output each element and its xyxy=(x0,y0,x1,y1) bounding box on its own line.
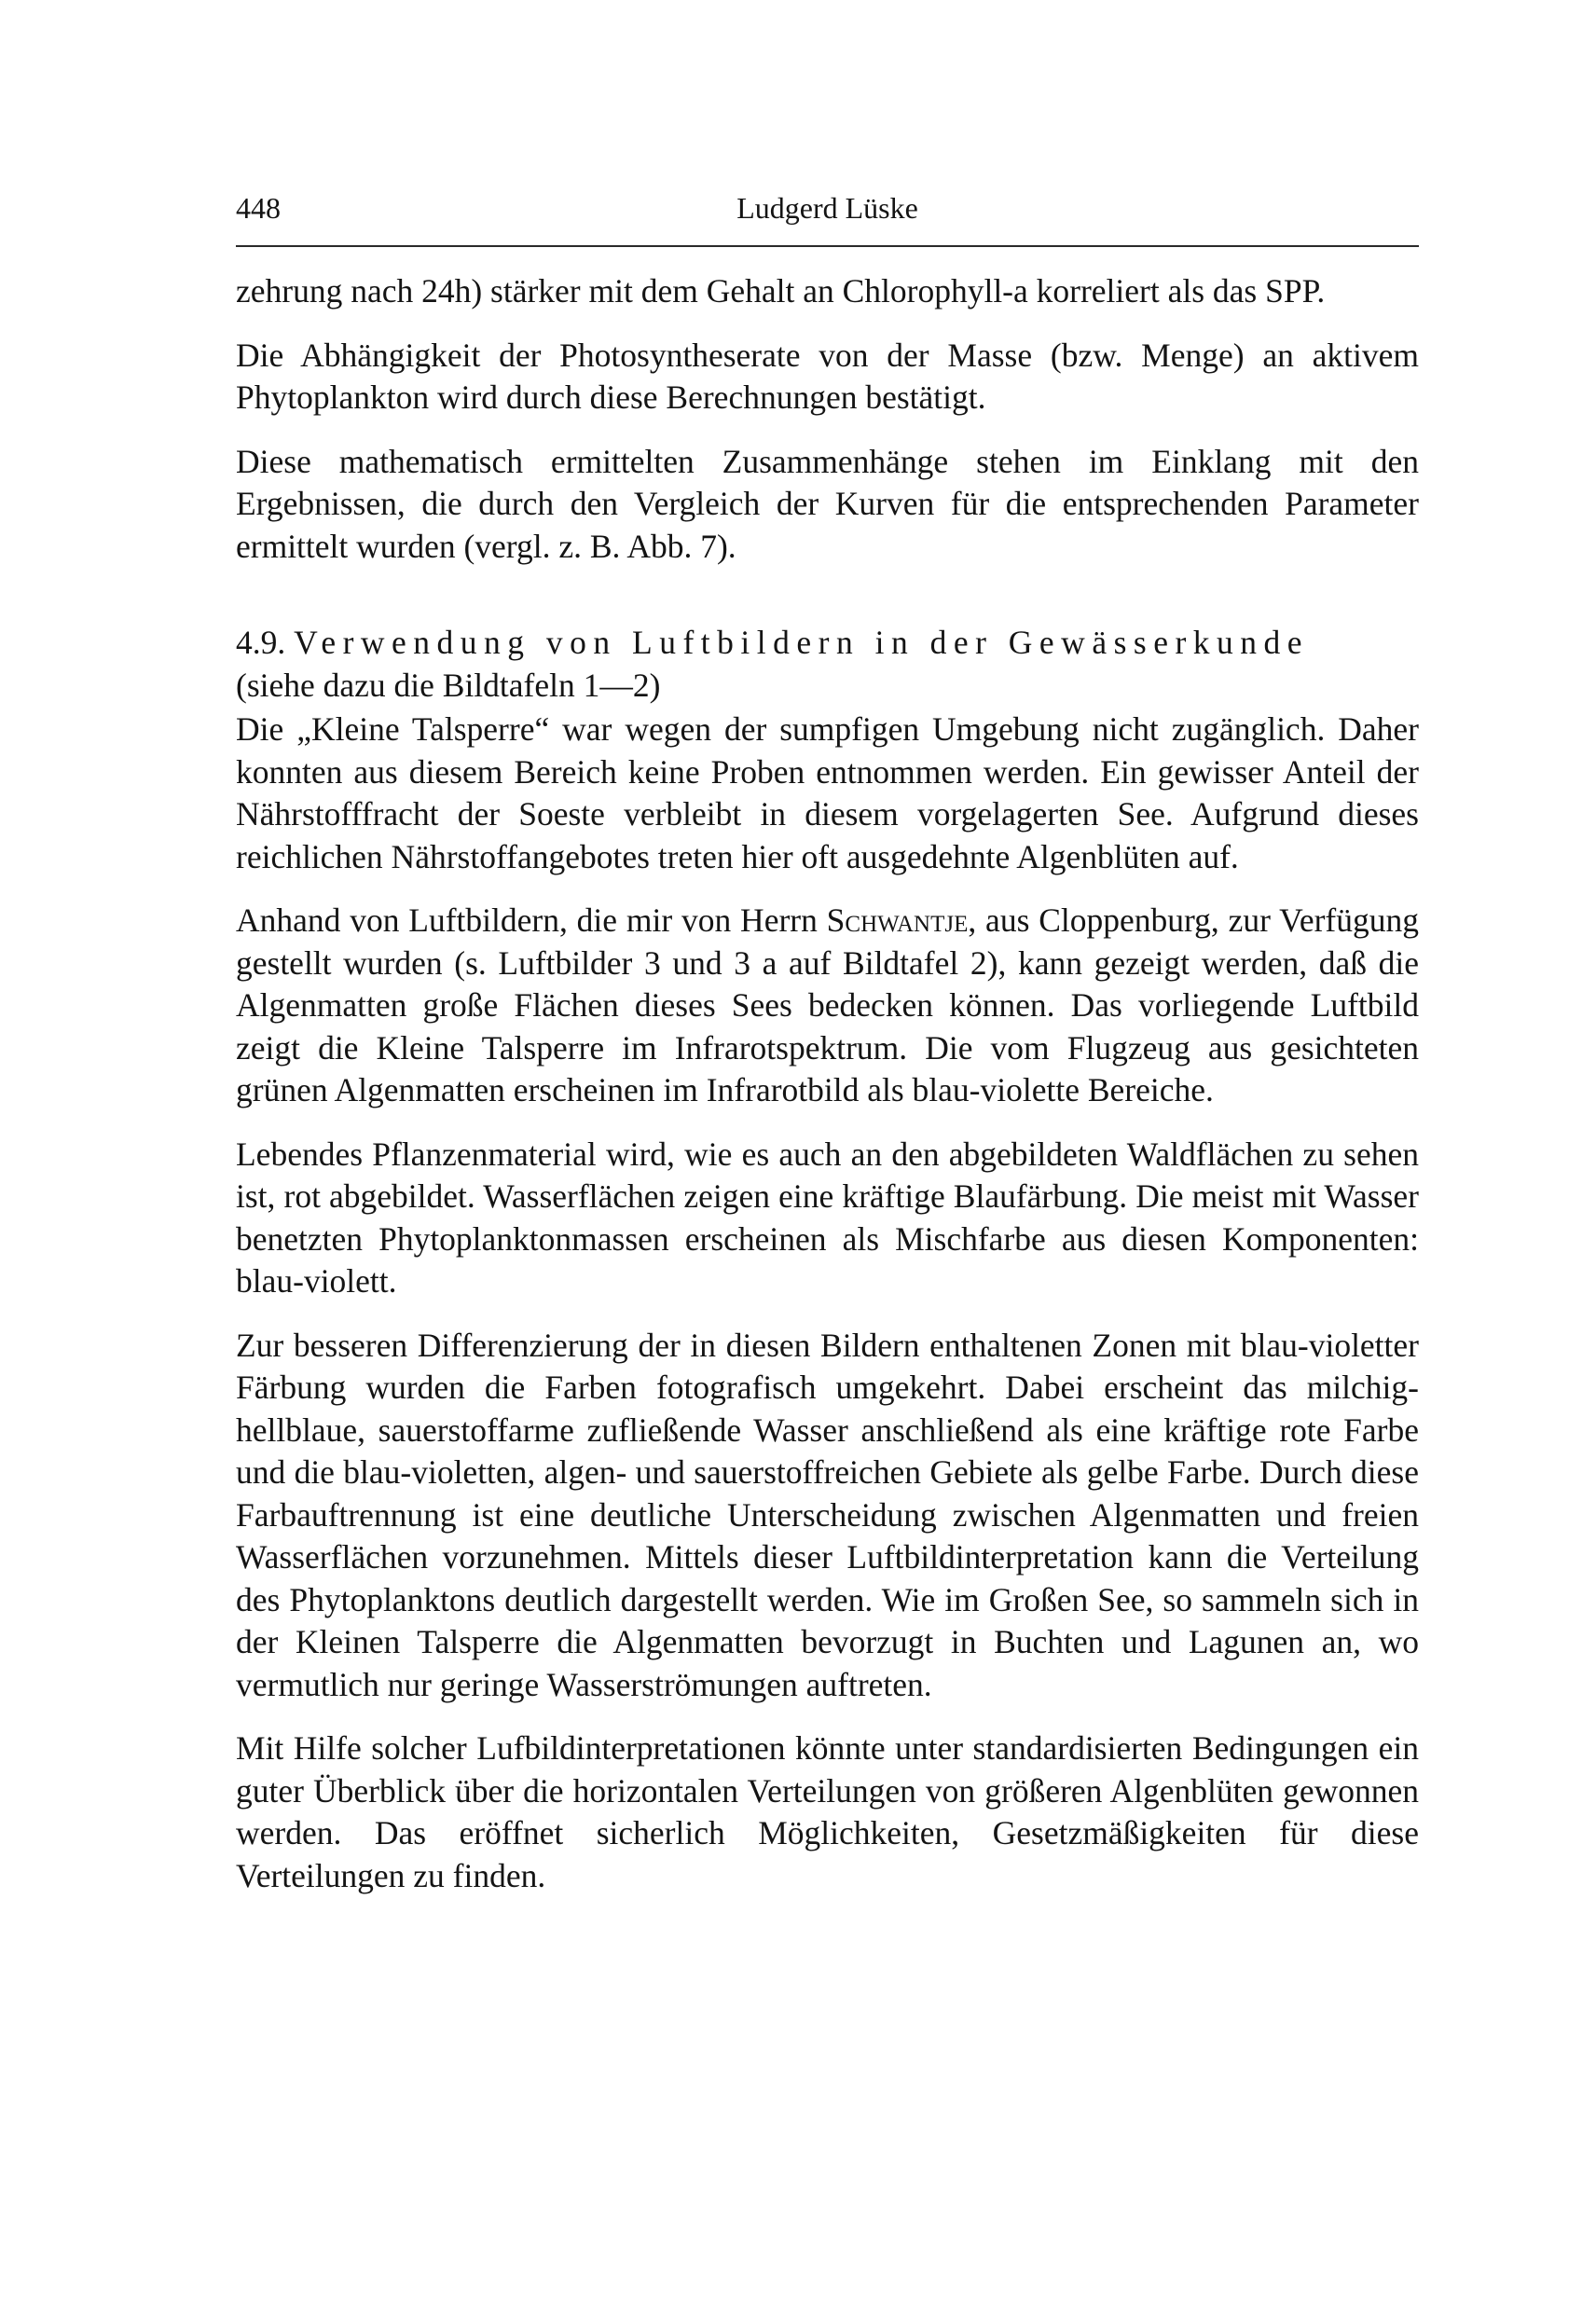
paragraph-luftbilder-rest: , aus Cloppenburg, zur Verfügung gestellt wurden (s. Luftbilder 3 und 3 a auf Bildtafel 2), kann gezeigt werden, daß die Algenmatten große Flächen dieses Sees bedecken können. Das vorliegende Luftbild zeigt die Kleine Talsperre im Infrarotspektrum. Die vom Flugzeug aus gesichteten grünen Algenmatten erscheinen im Infrarotbild als blau-violette Bereiche. xyxy=(236,901,1419,1108)
paragraph-correlation: Diese mathematisch ermittelten Zusammenhänge stehen im Einklang mit den Ergebnissen, die durch den Vergleich der Kurven für die entsprechenden Parameter ermittelt wurden (vergl. z. B. Abb. 7). xyxy=(236,442,1419,565)
section-subtitle: (siehe dazu die Bildtafeln 1—2) xyxy=(236,666,661,704)
page-header xyxy=(236,191,1419,238)
section-heading xyxy=(236,622,1419,665)
paragraph-continuation: zehrung nach 24h) stärker mit dem Gehalt an Chlorophyll-a korreliert als das SPP. xyxy=(236,272,1326,310)
paragraph-luftbilder xyxy=(236,900,1419,1112)
paragraph-luftbildinterpretation: Mit Hilfe solcher Lufbildinterpretationen könnte unter standardisierten Bedingungen ein guter Überblick über die horizontalen Verteilungen von größeren Algenblüten gewonnen werden. Das eröffnet sicherlich Möglichkeiten, Gesetzmäßigkeiten für diese Verteilungen zu finden. xyxy=(236,1729,1419,1894)
page-number: 448 xyxy=(236,191,281,225)
paragraph-pflanzenmaterial: Lebendes Pflanzenmaterial wird, wie es auch an den abgebildeten Waldflächen zu sehen ist, rot abgebildet. Wasserflächen zeigen eine kräftige Blaufärbung. Die meist mit Wasser benetzten Phytoplanktonmassen erscheinen als Mischfarbe aus diesen Komponenten: blau-violett. xyxy=(236,1135,1419,1300)
author-name-schwantje: Schwantje xyxy=(826,901,969,939)
paragraph-kleine-talsperre: Die „Kleine Talsperre“ war wegen der sumpfigen Umgebung nicht zugänglich. Daher konnten aus diesem Bereich keine Proben entnommen werden. Ein gewisser Anteil der Nährstofffracht der Soeste verbleibt in diesem vorgelagerten See. Aufgrund dieses reichlichen Nährstoffangebotes treten hier oft ausgedehnte Algenblüten auf. xyxy=(236,710,1419,875)
header-rule xyxy=(236,245,1419,247)
paragraph-photosynthesis: Die Abhängigkeit der Photosyntheserate von der Masse (bzw. Menge) an aktivem Phytoplankton wird durch diese Berechnungen bestätigt. xyxy=(236,336,1419,416)
section-title: Verwendung von Luftbildern in der Gewässerkunde xyxy=(294,624,1310,661)
running-head: Ludgerd Lüske xyxy=(736,191,918,225)
paragraph-luftbilder-start: Anhand von Luftbildern, die mir von Herrn xyxy=(236,901,818,939)
page-body xyxy=(236,270,1419,1919)
paragraph-differenzierung: Zur besseren Differenzierung der in diesen Bildern enthaltenen Zonen mit blau-violetter Färbung wurden die Farben fotografisch umgekehrt. Dabei erscheint das milchig-hellblaue, sauerstoffarme zufließende Wasser anschließend als eine kräftige rote Farbe und die blau-violetten, algen- und sauerstoffreichen Gebiete als gelbe Farbe. Durch diese Farbauftrennung ist eine deutliche Unterscheidung zwischen Algenmatten und freien Wasserflächen vorzunehmen. Mittels dieser Luftbildinterpretation kann die Verteilung des Phytoplanktons deutlich dargestellt werden. Wie im Großen See, so sammeln sich in der Kleinen Talsperre die Algenmatten bevorzugt in Buchten und Lagunen an, wo vermutlich nur geringe Wasserströmungen auftreten. xyxy=(236,1326,1419,1703)
section-number: 4.9. xyxy=(236,624,286,661)
